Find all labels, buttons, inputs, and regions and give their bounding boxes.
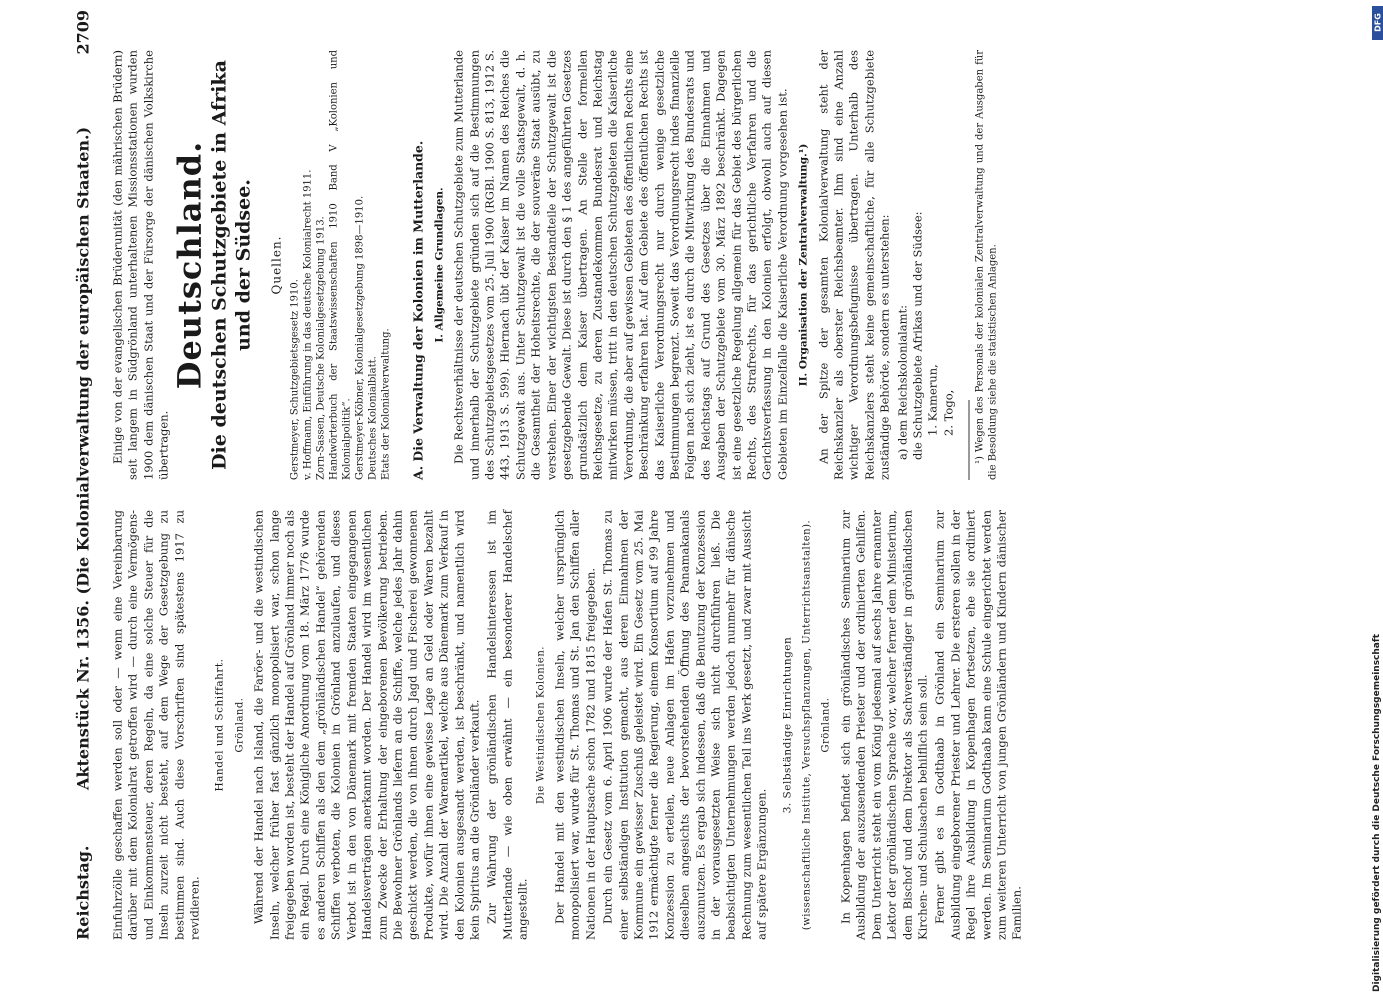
source-item: Deutsches Kolonialblatt. — [367, 356, 379, 480]
paragraph: Während der Handel nach Island, die Faröer- und die westindischen Inseln, welcher früher fast gänzlich monopolisiert war, schon lange freigegeben worden ist, besteht der Handel auf Grönland immer noch als ein Regal. Durch eine Königliche Anordnung vom 18. März 1776 wurde es anderen Schiffen als den dem „grönländischen Handel“ gehörenden Schiffen verboten, die Kolonien in Grönland anzulaufen, und dieses Verbot ist in den von Dänemark mit fremden Staaten eingegangenen Handelsverträgen anerkannt worden. Der Handel wird im wesentlichen zum Zwecke der Erhaltung der eingeborenen Bevölkerung betrieben. Die Bewohner Grönlands liefern an die Schiffe, welche jedes Jahr dahin geschickt werden, die von ihnen durch Jagd und Fischerei gewonnenen Produkte, wofür ihnen eine gewisse Lage an Geld oder Waren bezahlt wird. Die Anzahl der Warenartikel, welche aus Dänemark zum Verkauf in den Kolonien ausgesandt werden, ist beschränkt, und namentlich wird kein Spiritus an die Grönländer verkauft. — [251, 510, 481, 940]
page-header — [65, 10, 101, 940]
left-column — [110, 510, 1027, 940]
source-item: Etats der Kolonialverwaltung. — [380, 328, 392, 480]
digitization-notice-text: Digitalisierung gefördert durch die Deutsche Forschungsgemeinschaft — [1372, 633, 1382, 992]
paragraph: Ferner gibt es in Godthaab in Grönland ein Seminarium zur Ausbildung eingeborener Priester und Lehrer. Die ersteren sollen in der Regel ihre Ausbildung in Kopenhagen fortsetzen, ehe sie ordiniert werden. Im Seminarium Godthaab kann eine Schule eingerichtet werden zum weiteren Unterricht von jungen Grönländern und Kindern dänischer Familien. — [932, 510, 1024, 940]
subheading-groenland: Grönland. — [233, 697, 245, 753]
chapter-subtitle-line-2: und der Südsee. — [232, 179, 255, 351]
chapter-title: Deutschland. — [169, 140, 208, 390]
digitization-notice — [1372, 8, 1383, 992]
source-item: Gerstmeyer-Köbner, Kolonialgesetzgebung 1898—1910. — [354, 195, 366, 480]
paragraph: Zur Wahrung der grönländischen Handelsinteressen ist im Mutterlande — wie oben erwähnt — ein besonderer Handelschef angestellt. — [484, 510, 530, 940]
list-item: die Schutzgebiete Afrikas und der Südsee: — [910, 211, 925, 460]
source-item: Handwörterbuch der Staatswissenschaften 1910 Band V „Kolonien und Kolonialpolitik“. — [328, 50, 353, 480]
section-i-heading: I. Allgemeine Grundlagen. — [432, 187, 445, 343]
paragraph: Einfuhrzölle geschaffen werden soll oder — wenn eine Vereinbarung darüber mit dem Kolonialrat getroffen wird — durch eine Vermögens- und Einkommensteuer, deren Regeln, da eine solche Steuer für die Inseln zurzeit nicht besteht, auf dem Wege der Gesetzgebung zu bestimmen sind. Auch diese Vorschriften sind spätestens 1917 zu revidieren. — [110, 510, 202, 940]
header-title: Aktenstück Nr. 1356. (Die Kolonialverwaltung der europäischen Staaten.) — [73, 126, 92, 790]
footnote: ¹) Wegen des Personals der kolonialen Zentralverwaltung und der Ausgaben für die Besoldung siehe die statistischen Anlagen. — [974, 50, 999, 480]
list-item: a) dem Reichskolonialamt: — [894, 305, 909, 460]
subheading-westind: Die Westindischen Kolonien. — [534, 646, 546, 804]
sources-list — [288, 50, 392, 480]
paragraph: Die Rechtsverhältnisse der deutschen Schutzgebiete zum Mutterlande und innerhalb der Schutzgebiete gründen sich auf die Bestimmungen des Schutzgebietsgesetzes vom 25. Juli 1900 (RGBl. 1900 S. 813, 1912 S. 443, 1913 S. 599). Hiernach übt der Kaiser im Namen des Reiches die Schutzgewalt aus. Unter Schutzgewalt ist die volle Staatsgewalt, d. h. die Gesamtheit der Hoheitsrechte, die der souveräne Staat ausübt, zu verstehen. Einer der wichtigsten Bestandteile der Schutzgewalt ist die gesetzgebende Gewalt. Diese ist durch den § 1 des angeführten Gesetzes grundsätzlich dem Kaiser übertragen. An Stelle der formellen Reichsgesetze, zu deren Zustandekommen Bundesrat und Reichstag mitwirken müssen, tritt in den deutschen Schutzgebieten die Kaiserliche Verordnung, die aber auf gewissen Gebieten des öffentlichen Rechts eine Beschränkung erfahren hat. Auf dem Gebiete des öffentlichen Rechts ist das Kaiserliche Verordnungsrecht nur durch wenige gesetzliche Bestimmungen begrenzt. Soweit das Verordnungsrecht indes finanzielle Folgen nach sich zieht, ist es durch die Mitwirkung des Bundesrats und des Reichstags auf Grund des Gesetzes über die Einnahmen und Ausgaben der Schutzgebiete vom 30. März 1892 beschränkt. Dagegen ist eine gesetzliche Regelung allgemein für das Gebiet des bürgerlichen Rechts, des Strafrechts, für das gerichtliche Verfahren und die Gerichtsverfassung in den Kolonien erfolgt, obwohl auch auf diesen Gebieten im Einzelfalle die Kaiserliche Verordnung vorgesehen ist. — [451, 50, 789, 480]
chapter-subtitle — [207, 50, 255, 480]
paragraph: In Kopenhagen befindet sich ein grönländisches Seminarium zur Ausbildung der auszusendenden Priester und der ordinierten Gehilfen. Dem Unterricht steht ein vom König jedesmal auf sechs Jahre ernannter Lektor der grönländischen Sprache vor, welcher ferner dem Ministerium, dem Bischof und dem Direktor als Sachverständiger in grönländischen Kirchen- und Schulsachen behilflich sein soll. — [837, 510, 929, 940]
paragraph: Der Handel mit den westindischen Inseln, welcher ursprünglich monopolisiert war, wurde für St. Thomas und St. Jan den Schiffen aller Nationen in der Hauptsache schon 1782 und 1815 freigegeben. — [551, 510, 597, 940]
section-a-heading: A. Die Verwaltung der Kolonien im Mutterlande. — [410, 140, 426, 480]
subheading-einrichtungen-detail: (wissenschaftliche Institute, Versuchspflanzungen, Unterrichtsanstalten). — [801, 519, 813, 931]
header-reichstag: Reichstag. — [73, 845, 92, 940]
footnote-divider — [968, 400, 969, 480]
list-item: 2. Togo, — [940, 389, 955, 436]
paragraph: Durch ein Gesetz vom 6. April 1906 wurde der Hafen St. Thomas zu einer selbständigen Institution gemacht, aus deren Einnahmen der Kommune ein gewisser Zuschuß geleistet wird. Ein Gesetz vom 25. Mai 1912 ermächtigte ferner die Regierung, einem Konsortium auf 99 Jahre Konzession zu erteilen, neue Anlagen im Hafen vorzunehmen und dieselben angesichts der bevorstehenden Öffnung des Panamakanals auszunutzen. Es ergab sich indessen, daß die Benutzung der Konzession in der vorausgesetzten Weise sich nicht durchführen ließ. Die beabsichtigten Unternehmungen werden jedoch nunmehr für dänische Rechnung zum wesentlichen Teil ins Werk gesetzt, und zwar mit Aussicht auf spätere Ergänzungen. — [600, 510, 769, 940]
administration-list — [895, 50, 957, 480]
subheading-einrichtungen: 3. Selbständige Einrichtungen — [780, 636, 793, 814]
paragraph: Einige von der evangelischen Brüderunität (den mährischen Brüdern) seit langem in Südgrönland unterhaltenen Missionsstationen wurden 1900 dem dänischen Staat und der Fürsorge der dänischen Volkskirche übertragen. — [110, 50, 171, 480]
page-number: 2709 — [73, 10, 92, 55]
source-item: Gerstmeyer, Schutzgebietsgesetz 1910. — [289, 279, 301, 480]
paragraph: An der Spitze der gesamten Kolonialverwaltung steht der Reichskanzler als oberster Reichsbeamter. Ihm sind eine Anzahl wichtiger Verordnungsbefugnisse übertragen. Unterhalb des Reichskanzlers steht keine gemeinschaftliche, für alle Schutzgebiete zuständige Behörde, sondern es unterstehen: — [815, 50, 892, 480]
section-ii-heading: II. Organisation der Zentralverwaltung.¹) — [797, 143, 810, 387]
source-item: v. Hoffmann, Einführung in das deutsche Kolonialrecht 1911. — [302, 169, 314, 480]
right-column — [110, 50, 1001, 480]
chapter-subtitle-line-1: Die deutschen Schutzgebiete in Afrika — [208, 60, 231, 470]
sources-heading: Quellen. — [269, 235, 284, 295]
dfg-logo-text: DFG — [1373, 13, 1383, 32]
list-item: 1. Kamerun, — [925, 364, 940, 436]
source-item: Zorn-Sassen, Deutsche Kolonialgesetzgebung 1913. — [315, 216, 327, 480]
subheading-groenland-2: Grönland. — [820, 697, 832, 753]
subheading-handel: Handel und Schiffahrt. — [213, 658, 226, 792]
